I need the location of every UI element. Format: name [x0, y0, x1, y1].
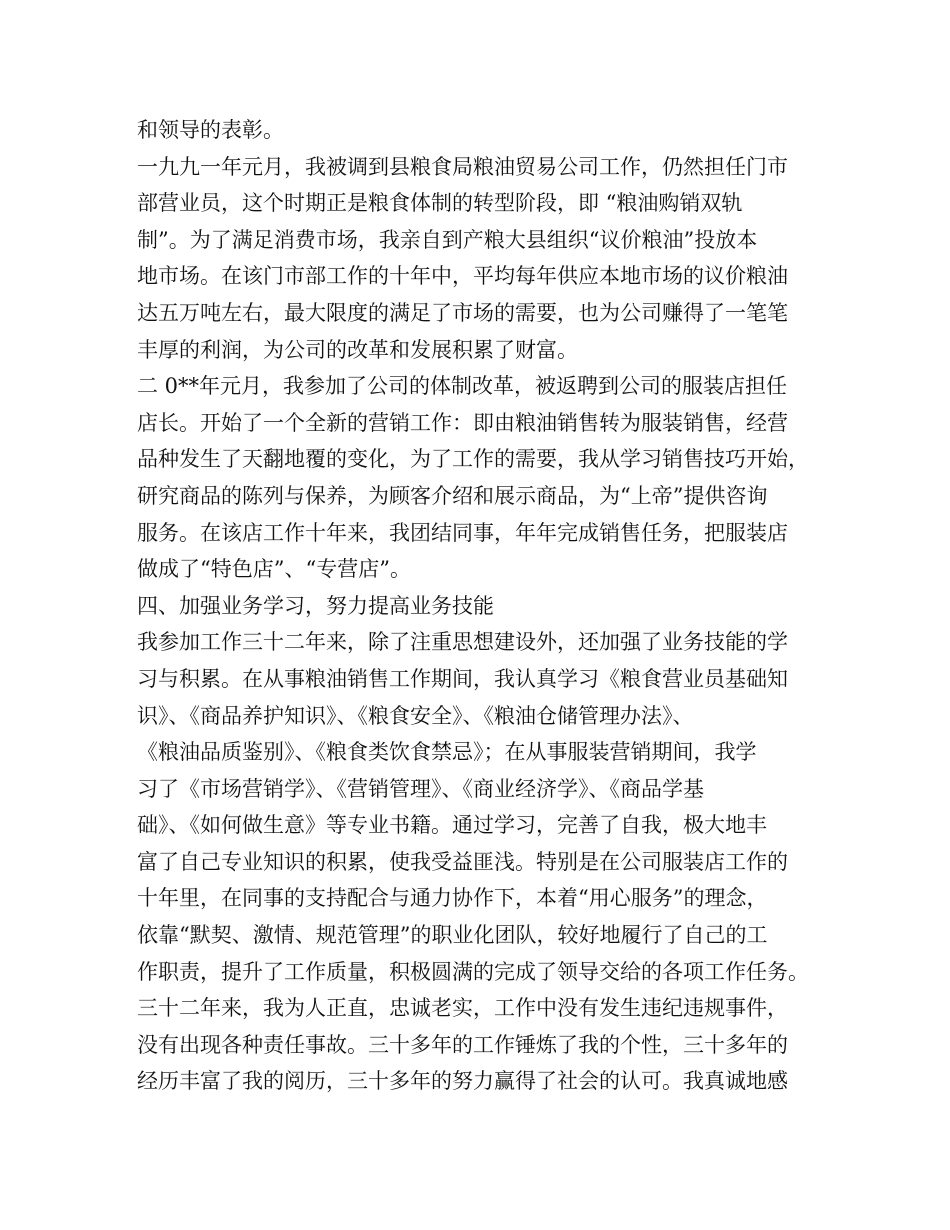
text-line: 没有出现各种责任事故。三十多年的工作锤炼了我的个性，三十多年的 — [137, 1032, 788, 1057]
text-line: 制”。为了满足消费市场，我亲自到产粮大县组织“议价粮油”投放本 — [137, 227, 758, 252]
text-line: 《粮油品质鉴别》、《粮食类饮食禁忌》；在从事服装营销期间，我学 — [137, 740, 757, 765]
text-line: 十年里，在同事的支持配合与通力协作下，本着“用心服务”的理念， — [137, 886, 768, 911]
body-text — [137, 112, 837, 1100]
text-line: 二 0**年元月，我参加了公司的体制改革，被返聘到公司的服装店担任 — [137, 374, 788, 399]
text-line: 研究商品的陈列与保养，为顾客介绍和展示商品，为“上帝”提供咨询 — [137, 483, 768, 508]
text-line: 服务。在该店工作十年来，我团结同事，年年完成销售任务，把服装店 — [137, 520, 788, 545]
text-line: 店长。开始了一个全新的营销工作：即由粮油销售转为服装销售，经营 — [137, 410, 788, 435]
text-line: 品种发生了天翻地覆的变化，为了工作的需要，我从学习销售技巧开始， — [137, 447, 809, 472]
text-line: 三十二年来，我为人正直，忠诚老实，工作中没有发生违纪违规事件， — [137, 996, 788, 1021]
text-line: 部营业员，这个时期正是粮食体制的转型阶段，即 “粮油购销双轨 — [137, 191, 743, 216]
text-line: 一九九一年元月，我被调到县粮食局粮油贸易公司工作，仍然担任门市 — [137, 154, 788, 179]
text-line: 作职责，提升了工作质量，积极圆满的完成了领导交给的各项工作任务。 — [137, 959, 809, 984]
text-line: 丰厚的利润，为公司的改革和发展积累了财富。 — [137, 337, 578, 362]
text-line: 地市场。在该门市部工作的十年中，平均每年供应本地市场的议价粮油 — [137, 264, 788, 289]
text-line: 习与积累。在从事粮油销售工作期间，我认真学习《粮食营业员基础知 — [137, 666, 788, 691]
text-line: 富了自己专业知识的积累，使我受益匪浅。特别是在公司服装店工作的 — [137, 849, 788, 874]
text-line: 我参加工作三十二年来，除了注重思想建设外，还加强了业务技能的学 — [137, 630, 788, 655]
text-line: 做成了“特色店”、“专营店”。 — [137, 557, 411, 582]
text-line: 础》、《如何做生意》等专业书籍。通过学习，完善了自我，极大地丰 — [137, 813, 767, 838]
section-heading: 四、加强业务学习，努力提高业务技能 — [137, 593, 494, 618]
text-line: 经历丰富了我的阅历，三十多年的努力赢得了社会的认可。我真诚地感 — [137, 1069, 788, 1094]
text-line: 达五万吨左右，最大限度的满足了市场的需要，也为公司赚得了一笔笔 — [137, 300, 788, 325]
text-line: 和领导的表彰。 — [137, 118, 284, 142]
text-line: 依靠“默契、激情、规范管理”的职业化团队，较好地履行了自己的工 — [137, 923, 768, 948]
text-line: 习了《市场营销学》、《营销管理》、《商业经济学》、《商品学基 — [137, 776, 704, 801]
text-line: 识》、《商品养护知识》、《粮食安全》、《粮油仓储管理办法》、 — [137, 703, 694, 728]
